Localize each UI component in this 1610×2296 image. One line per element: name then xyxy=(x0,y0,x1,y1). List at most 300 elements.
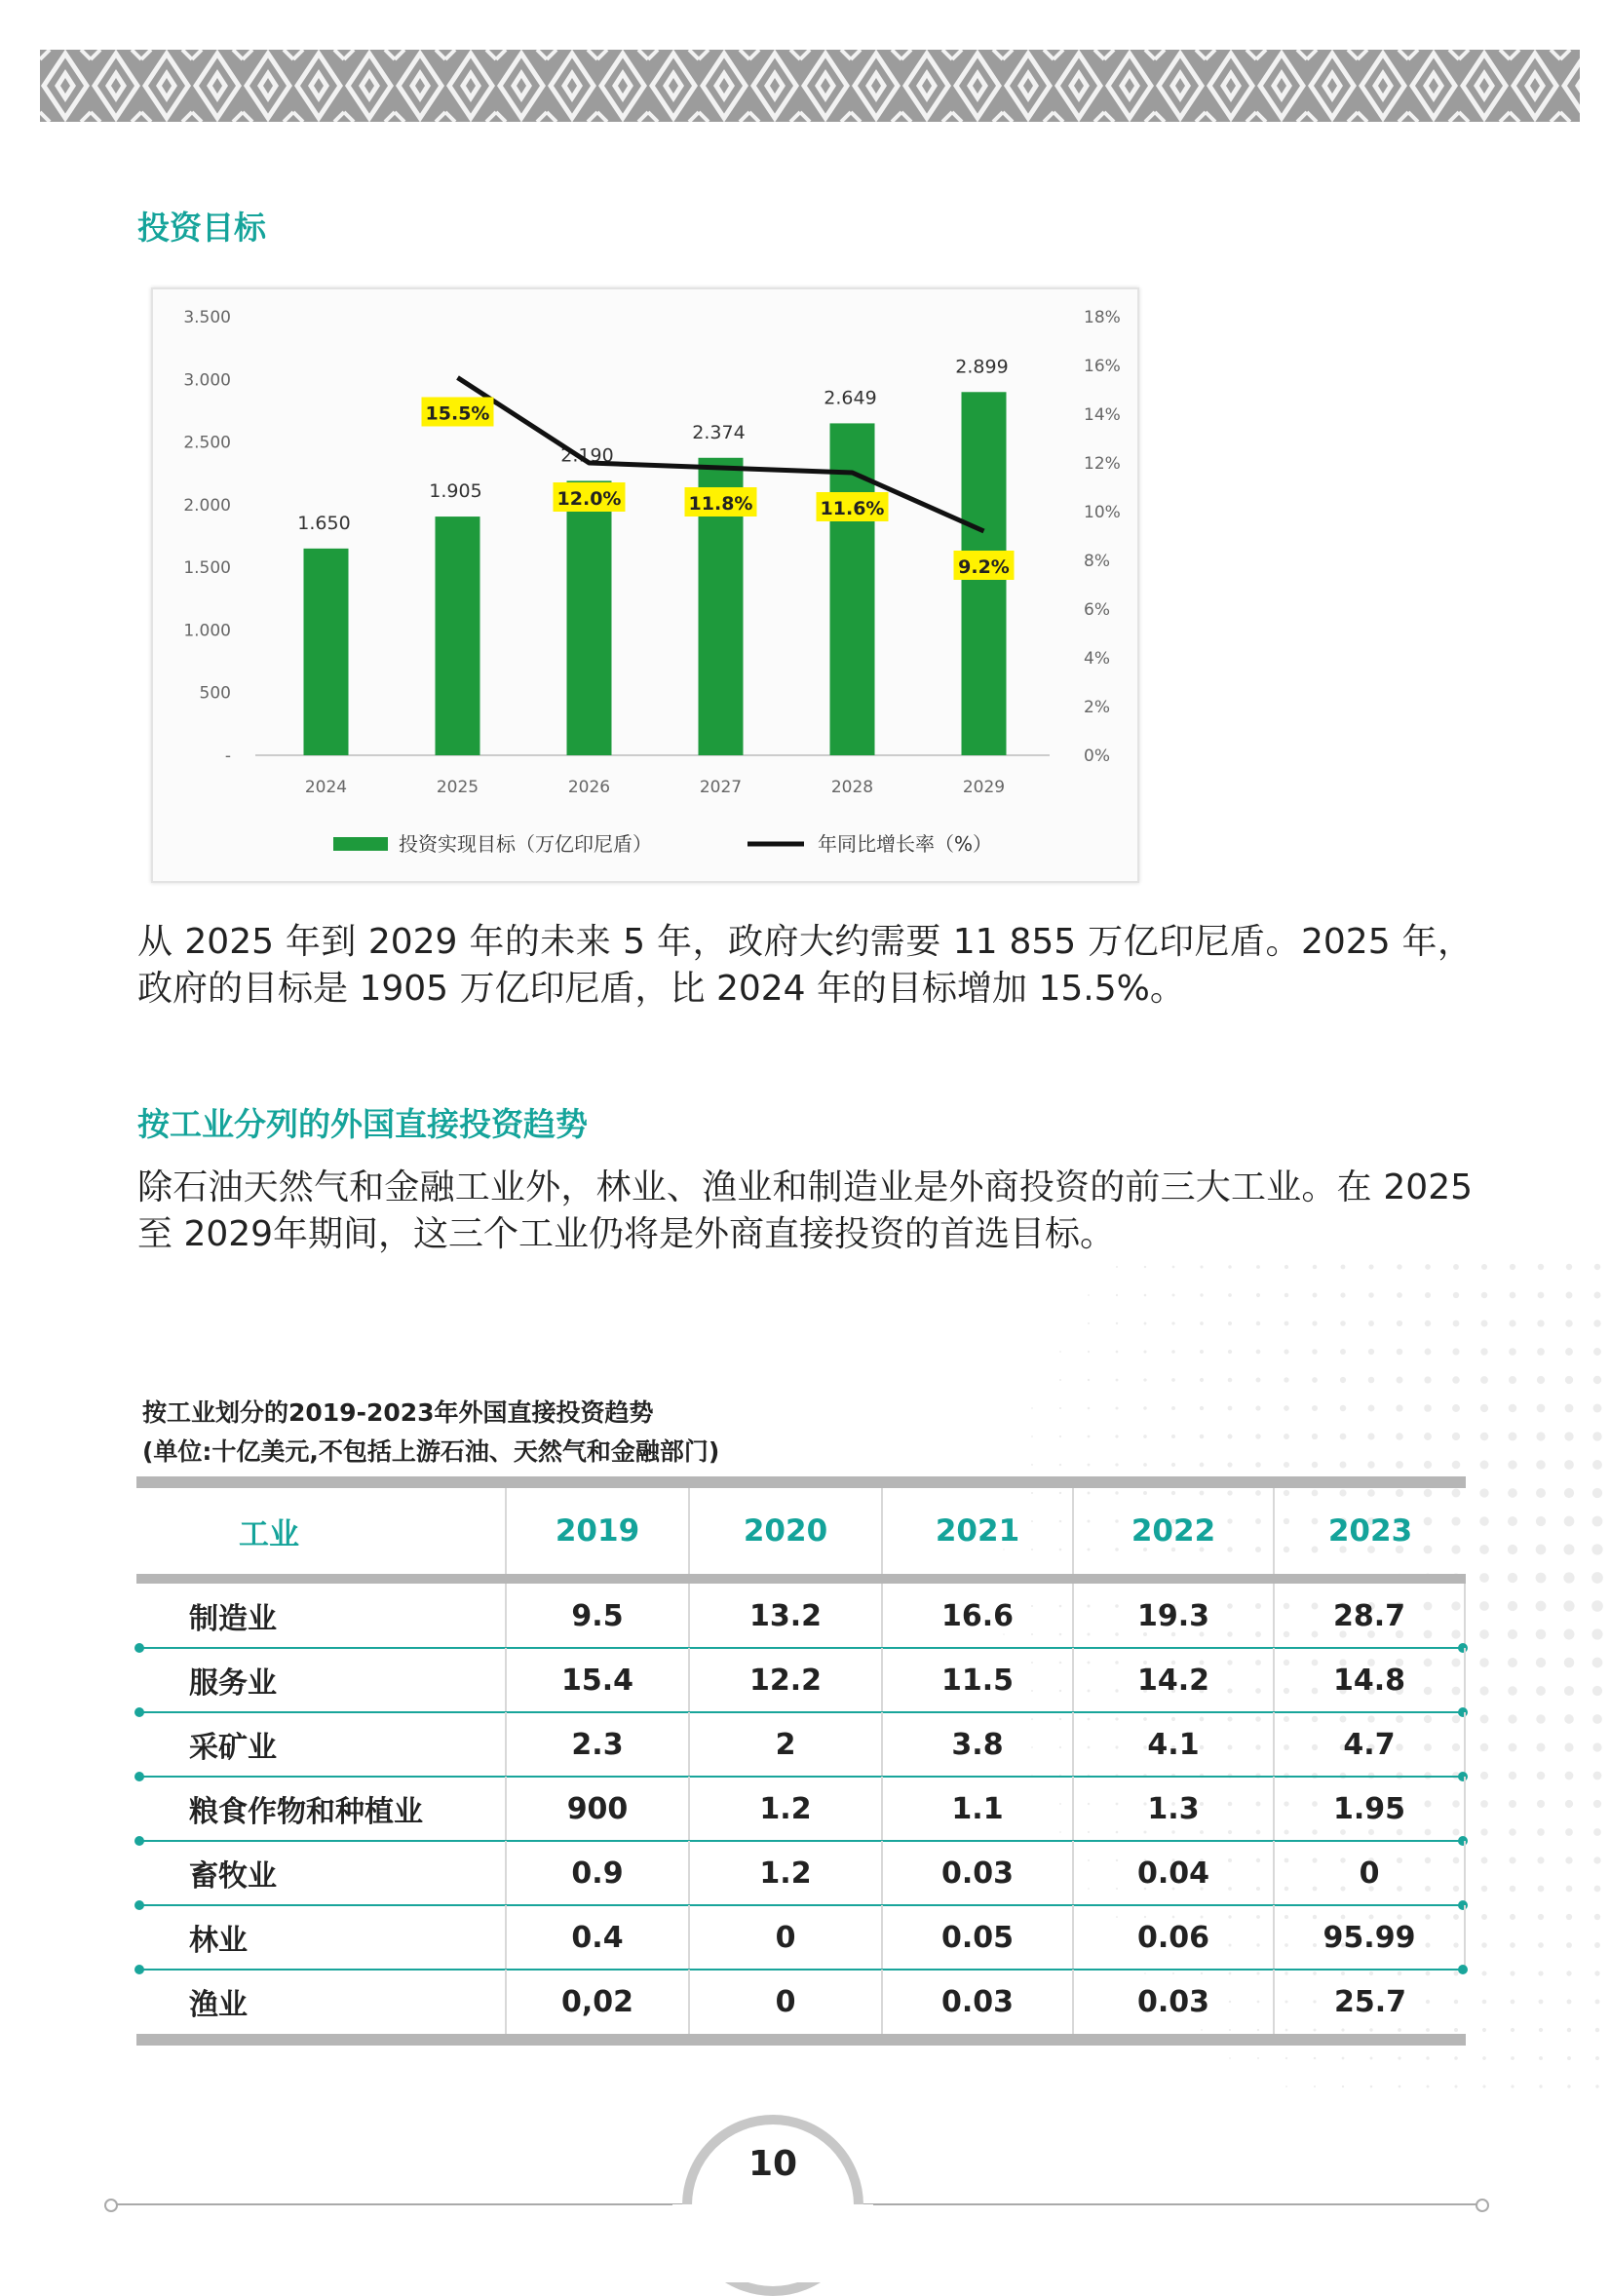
decorative-dot xyxy=(1567,2000,1572,2005)
decorative-dot xyxy=(1511,2000,1515,2005)
decorative-dot xyxy=(1397,1264,1401,1269)
decorative-dot xyxy=(1510,1292,1516,1299)
value-cell: 0.4 xyxy=(507,1905,690,1970)
decorative-dot xyxy=(1536,1714,1545,1723)
growth-rate-label: 12.0% xyxy=(556,488,622,510)
decorative-dot xyxy=(1510,1942,1515,1948)
decorative-dot xyxy=(1399,2086,1401,2088)
table-caption-unit: (单位:十亿美元,不包括上游石油、天然气和金融部门) xyxy=(142,1437,720,1466)
decorative-dot xyxy=(1480,1800,1488,1808)
decorative-dot xyxy=(1563,1600,1574,1611)
value-cell: 14.8 xyxy=(1275,1648,1466,1712)
decorative-dot xyxy=(1088,1435,1091,1438)
decorative-dot xyxy=(1144,1322,1147,1325)
header-2022: 2022 xyxy=(1074,1488,1275,1574)
decorative-dot xyxy=(1538,1264,1544,1270)
x-tick-label: 2025 xyxy=(436,778,479,797)
page-number: 10 xyxy=(748,2144,798,2184)
decorative-dot xyxy=(1481,1857,1488,1864)
decorative-dot xyxy=(1454,2085,1457,2087)
value-cell: 0.04 xyxy=(1074,1841,1275,1905)
decorative-dot xyxy=(1453,1264,1459,1270)
value-cell: 12.2 xyxy=(690,1648,883,1712)
section-heading-fdi-trend: 按工业分列的外国直接投资趋势 xyxy=(137,1105,588,1143)
decorative-dot xyxy=(1481,1914,1487,1920)
decorative-dot xyxy=(1143,1378,1146,1381)
bar-value-label: 2.649 xyxy=(824,387,877,409)
decorative-dot xyxy=(1481,1264,1487,1270)
decorative-dot xyxy=(1537,1376,1545,1384)
decorative-dot xyxy=(1593,1800,1601,1808)
decorative-dot xyxy=(1480,1743,1489,1752)
value-cell: 1.1 xyxy=(883,1777,1074,1841)
decorative-dot xyxy=(1594,1886,1601,1893)
decorative-dot xyxy=(1538,1942,1544,1948)
bar-value-label: 1.905 xyxy=(429,480,482,503)
value-cell: 900 xyxy=(507,1777,690,1841)
decorative-dot xyxy=(1031,1435,1033,1437)
decorative-dot xyxy=(1284,1293,1289,1298)
decorative-dot xyxy=(1565,1348,1573,1356)
x-tick-label: 2028 xyxy=(830,778,874,797)
decorative-dot xyxy=(1284,1265,1288,1269)
decorative-dot xyxy=(1564,1488,1574,1498)
decorative-dot xyxy=(1115,1435,1118,1437)
decorative-dot xyxy=(1479,1488,1488,1497)
decorative-dot xyxy=(1508,1714,1516,1723)
decorative-dot xyxy=(1539,2028,1543,2032)
value-cell: 9.5 xyxy=(507,1584,690,1648)
decorative-dot xyxy=(1508,1460,1516,1469)
decorative-dot xyxy=(1088,1351,1090,1353)
bar-2025 xyxy=(436,517,480,755)
decorative-dot xyxy=(1284,1405,1289,1411)
decorative-dot xyxy=(1312,1434,1318,1439)
value-cell: 4.1 xyxy=(1074,1712,1275,1777)
value-cell: 28.7 xyxy=(1275,1584,1466,1648)
decorative-dot xyxy=(1509,1743,1517,1752)
y-right-tick-label: 18% xyxy=(1084,308,1121,327)
y-right-tick-label: 8% xyxy=(1084,552,1110,571)
y-right-tick-label: 2% xyxy=(1084,698,1110,717)
decorative-dot xyxy=(1536,1573,1547,1584)
decorative-dot xyxy=(1228,1435,1233,1439)
decorative-dot xyxy=(1229,2057,1231,2059)
value-cell: 2 xyxy=(690,1712,883,1777)
decorative-dot xyxy=(1481,1971,1486,1975)
decorative-dot xyxy=(1479,1686,1488,1695)
decorative-dot xyxy=(1508,1545,1517,1554)
decorative-dot xyxy=(1592,1686,1602,1696)
decorative-dot xyxy=(1116,1379,1119,1382)
decorative-dot xyxy=(1536,1432,1545,1440)
decorative-dot xyxy=(1479,1601,1489,1611)
table-row xyxy=(136,1970,1466,2034)
decorative-dot xyxy=(1397,1320,1402,1326)
decorative-dot xyxy=(1059,1435,1061,1437)
decorative-dot xyxy=(1594,1942,1600,1948)
decorative-dot xyxy=(1564,1629,1575,1640)
decorative-dot xyxy=(1536,1460,1546,1470)
decorative-dot xyxy=(1510,1264,1515,1270)
decorative-dot xyxy=(1481,1886,1487,1892)
decorative-dot xyxy=(1396,1404,1402,1411)
decorative-dot xyxy=(1508,1488,1517,1498)
value-cell: 11.5 xyxy=(883,1648,1074,1712)
decorative-dot xyxy=(1424,1404,1432,1412)
legend-bar-swatch xyxy=(333,837,388,851)
decorative-dot xyxy=(1567,2028,1571,2032)
decorative-dot xyxy=(1116,1322,1118,1324)
decorative-dot xyxy=(1425,1349,1432,1356)
decorative-dot xyxy=(1256,1321,1260,1325)
decorative-dot xyxy=(1312,1462,1319,1469)
value-cell: 19.3 xyxy=(1074,1584,1275,1648)
decorative-dot xyxy=(1594,1264,1601,1271)
header-2023: 2023 xyxy=(1327,1513,1413,1549)
decorative-dot xyxy=(1593,1348,1601,1356)
decorative-dot xyxy=(1482,2056,1486,2060)
decorative-dot xyxy=(1537,1800,1545,1808)
decorative-dot xyxy=(1312,1320,1317,1325)
decorative-dot xyxy=(1537,1348,1545,1356)
decorative-dot xyxy=(1509,1348,1516,1356)
decorative-dot xyxy=(1200,1463,1205,1468)
value-cell: 95.99 xyxy=(1275,1905,1466,1970)
decorative-dot xyxy=(1368,1377,1375,1384)
y-left-tick-label: 1.000 xyxy=(183,621,231,641)
decorative-dot xyxy=(1257,2057,1259,2059)
decorative-dot xyxy=(1396,1433,1403,1440)
decorative-dot xyxy=(1508,1686,1517,1696)
decorative-dot xyxy=(1144,1266,1146,1268)
y-right-tick-label: 6% xyxy=(1084,600,1110,620)
value-cell: 0 xyxy=(690,1905,883,1970)
decorative-dot xyxy=(1171,1463,1175,1467)
decorative-dot xyxy=(1313,1293,1318,1298)
decorative-dot xyxy=(1426,2056,1429,2059)
decorative-dot xyxy=(1314,2057,1317,2060)
decorative-dot xyxy=(1088,1379,1090,1381)
decorative-dot xyxy=(1480,1348,1487,1355)
decorative-dot xyxy=(1171,1350,1175,1354)
y-left-tick-label: 3.000 xyxy=(183,370,231,391)
table-row xyxy=(136,1777,1466,1841)
decorative-header-band xyxy=(40,50,1580,122)
decorative-dot xyxy=(1593,1856,1600,1863)
industry-name-cell: 服务业 xyxy=(136,1648,507,1712)
decorative-dot xyxy=(1482,2000,1487,2005)
decorative-dot xyxy=(1508,1516,1517,1526)
y-right-tick-label: 0% xyxy=(1084,746,1110,766)
decorative-dot xyxy=(1424,1376,1431,1383)
decorative-dot xyxy=(1482,2028,1486,2032)
decorative-dot xyxy=(1452,1348,1459,1355)
decorative-dot xyxy=(1228,1406,1233,1411)
decorative-dot xyxy=(1200,1293,1203,1296)
decorative-dot xyxy=(1480,1461,1489,1470)
decorative-dot xyxy=(1593,1828,1601,1836)
decorative-dot xyxy=(1538,1292,1545,1299)
decorative-dot xyxy=(1564,1460,1574,1470)
table-header-row xyxy=(136,1488,1466,1574)
industry-name-cell: 渔业 xyxy=(136,1970,507,2034)
decorative-dot xyxy=(1200,1435,1205,1439)
value-cell: 0.03 xyxy=(883,1841,1074,1905)
decorative-dot xyxy=(1255,1434,1260,1438)
decorative-dot xyxy=(1454,2056,1458,2060)
decorative-dot xyxy=(1341,1265,1346,1270)
value-cell: 16.6 xyxy=(883,1584,1074,1648)
decorative-dot xyxy=(1284,1462,1289,1468)
decorative-dot xyxy=(1508,1629,1517,1639)
decorative-dot xyxy=(1481,1292,1488,1299)
decorative-dot xyxy=(1284,1434,1289,1439)
decorative-dot xyxy=(1255,1405,1260,1410)
decorative-dot xyxy=(1396,1461,1403,1469)
decorative-dot xyxy=(1508,1658,1517,1667)
decorative-dot xyxy=(1284,1321,1289,1326)
table-bottom-rule xyxy=(136,2034,1466,2046)
decorative-dot xyxy=(1538,1886,1545,1893)
decorative-dot xyxy=(1480,1433,1489,1441)
decorative-dot xyxy=(1340,1405,1346,1411)
investment-target-paragraph: 从 2025 年到 2029 年的未来 5 年，政府大约需要 11 855 万亿印尼盾。2025 年，政府的目标是 1905 万亿印尼盾，比 2024 年的目标增加 15.5%。 xyxy=(137,922,1473,1009)
bar-value-label: 2.190 xyxy=(560,444,614,467)
decorative-dot xyxy=(1594,1292,1601,1299)
industry-name-cell: 畜牧业 xyxy=(136,1841,507,1905)
decorative-dot xyxy=(1536,1742,1545,1751)
decorative-dot xyxy=(1536,1601,1547,1612)
decorative-dot xyxy=(1314,2086,1316,2087)
industry-name-cell: 采矿业 xyxy=(136,1712,507,1777)
decorative-dot xyxy=(1425,1320,1432,1327)
value-cell: 0,02 xyxy=(507,1970,690,2034)
decorative-dot xyxy=(1481,1320,1488,1327)
table-top-rule xyxy=(136,1476,1466,1488)
decorative-dot xyxy=(1256,1293,1260,1297)
decorative-dot xyxy=(1479,1545,1489,1554)
decorative-dot xyxy=(1593,1320,1600,1326)
decorative-dot xyxy=(1536,1629,1547,1640)
decorative-dot xyxy=(1228,1265,1231,1268)
value-cell: 0.03 xyxy=(883,1970,1074,2034)
decorative-dot xyxy=(1479,1658,1489,1667)
decorative-dot xyxy=(1284,1349,1288,1354)
decorative-dot xyxy=(1143,1463,1147,1467)
decorative-dot xyxy=(1452,1433,1460,1440)
decorative-dot xyxy=(1367,1461,1374,1468)
y-left-tick-label: 1.500 xyxy=(183,558,231,579)
decorative-dot xyxy=(1592,1460,1602,1470)
decorative-dot xyxy=(1424,1461,1432,1469)
decorative-dot xyxy=(1368,1292,1374,1298)
decorative-dot xyxy=(1565,1404,1574,1413)
decorative-dot xyxy=(1143,1435,1147,1438)
value-cell: 0.03 xyxy=(1074,1970,1275,2034)
decorative-dot xyxy=(1256,1350,1261,1355)
decorative-dot xyxy=(1509,1856,1515,1863)
fdi-trend-paragraph: 除石油天然气和金融工业外，林业、渔业和制造业是外商投资的前三大工业。在 2025 至 2029年期间，这三个工业仍将是外商直接投资的首选目标。 xyxy=(137,1167,1473,1254)
decorative-dot xyxy=(1144,1294,1147,1297)
decorative-dot xyxy=(1088,1322,1090,1324)
decorative-dot xyxy=(1059,1407,1061,1409)
growth-rate-label: 11.8% xyxy=(688,493,753,515)
decorative-dot xyxy=(1256,1265,1260,1269)
decorative-dot xyxy=(1566,1264,1572,1270)
legend-bar-label: 投资实现目标（万亿印尼盾） xyxy=(399,832,652,856)
decorative-dot xyxy=(1088,1407,1091,1410)
value-cell: 0.06 xyxy=(1074,1905,1275,1970)
decorative-dot xyxy=(1479,1629,1489,1639)
decorative-dot xyxy=(1564,1742,1573,1751)
decorative-dot xyxy=(1566,1292,1573,1299)
decorative-dot xyxy=(1480,1715,1489,1724)
decorative-dot xyxy=(1565,1376,1573,1384)
decorative-dot xyxy=(1594,1914,1600,1920)
decorative-dot xyxy=(1510,1914,1515,1920)
decorative-dot xyxy=(1200,1265,1203,1268)
value-cell: 13.2 xyxy=(690,1584,883,1648)
header-2019: 2019 xyxy=(507,1488,690,1574)
decorative-dot xyxy=(1536,1516,1546,1526)
y-right-tick-label: 16% xyxy=(1084,357,1121,376)
decorative-dot xyxy=(1509,1376,1516,1384)
decorative-dot xyxy=(1592,1742,1601,1751)
decorative-dot xyxy=(1591,1544,1602,1554)
decorative-dot xyxy=(1537,1404,1546,1413)
growth-rate-label: 15.5% xyxy=(425,402,490,425)
decorative-dot xyxy=(1480,1828,1487,1835)
x-tick-label: 2026 xyxy=(567,778,611,797)
decorative-dot xyxy=(1200,1406,1204,1410)
section-heading-investment-target: 投资目标 xyxy=(137,209,266,247)
decorative-dot xyxy=(1593,1404,1602,1413)
decorative-dot xyxy=(1059,1351,1061,1353)
decorative-dot xyxy=(1509,1772,1516,1779)
bar-2024 xyxy=(304,549,349,755)
decorative-dot xyxy=(1592,1714,1602,1724)
page-arc-mask xyxy=(672,2204,873,2282)
decorative-dot xyxy=(1563,1544,1574,1554)
decorative-dot xyxy=(1565,1856,1572,1863)
x-tick-label: 2027 xyxy=(699,778,743,797)
value-cell: 1.2 xyxy=(690,1777,883,1841)
x-tick-label: 2024 xyxy=(304,778,348,797)
table-row xyxy=(136,1584,1466,1648)
decorative-dot xyxy=(1340,1292,1345,1297)
decorative-dot xyxy=(1172,1294,1175,1297)
industry-name-cell: 粮食作物和种植业 xyxy=(136,1777,507,1841)
decorative-dot xyxy=(1565,1800,1573,1808)
y-right-tick-label: 10% xyxy=(1084,503,1121,522)
decorative-dot xyxy=(1284,1377,1288,1382)
decorative-dot xyxy=(1537,1856,1544,1863)
decorative-dot xyxy=(1511,2028,1514,2032)
decorative-dot xyxy=(1508,1601,1517,1611)
y-right-tick-label: 14% xyxy=(1084,405,1121,425)
decorative-dot xyxy=(1479,1573,1489,1583)
decorative-dot xyxy=(1566,1971,1571,1975)
decorative-dot xyxy=(1398,2056,1400,2059)
decorative-dot xyxy=(1425,1292,1431,1298)
decorative-dot xyxy=(1592,1488,1602,1498)
decorative-dot xyxy=(1340,1434,1347,1440)
decorative-dot xyxy=(1510,1971,1514,1975)
legend-line-label: 年同比增长率（%） xyxy=(818,832,993,856)
decorative-dot xyxy=(1452,1404,1460,1412)
decorative-dot xyxy=(1595,2085,1598,2087)
decorative-dot xyxy=(1115,1463,1118,1466)
value-cell: 1.2 xyxy=(690,1841,883,1905)
value-cell: 25.7 xyxy=(1333,1984,1407,2019)
decorative-dot xyxy=(1592,1432,1601,1440)
decorative-dot xyxy=(1480,1404,1488,1412)
decorative-dot xyxy=(1593,1772,1602,1780)
decorative-dot xyxy=(1171,1435,1175,1438)
decorative-dot xyxy=(1538,1914,1544,1920)
industry-name-cell: 制造业 xyxy=(136,1584,507,1648)
decorative-dot xyxy=(1564,1658,1575,1668)
decorative-dot xyxy=(1480,1772,1488,1779)
decorative-dot xyxy=(1227,1462,1232,1467)
decorative-dot xyxy=(1088,1464,1091,1467)
decorative-dot xyxy=(1368,1264,1373,1269)
decorative-dot xyxy=(1368,1349,1374,1355)
decorative-dot xyxy=(1143,1406,1146,1409)
decorative-dot xyxy=(1256,1378,1261,1383)
decorative-dot xyxy=(1228,1321,1232,1325)
y-right-tick-label: 12% xyxy=(1084,454,1121,474)
decorative-dot xyxy=(1565,1320,1572,1326)
decorative-dot xyxy=(1566,1942,1572,1948)
y-left-tick-label: 3.500 xyxy=(183,308,231,327)
y-left-tick-label: 2.500 xyxy=(183,433,231,453)
decorative-dot xyxy=(1031,1464,1033,1466)
decorative-dot xyxy=(1059,1379,1061,1381)
header-industry: 工业 xyxy=(136,1488,507,1574)
decorative-dot xyxy=(1228,1350,1232,1354)
decorative-dot xyxy=(1340,1349,1346,1355)
value-cell: 0 xyxy=(690,1970,883,2034)
value-cell: 0.9 xyxy=(507,1841,690,1905)
decorative-dot xyxy=(1340,1320,1346,1326)
decorative-dot xyxy=(1595,2000,1600,2005)
decorative-dot xyxy=(1594,1971,1599,1975)
decorative-dot xyxy=(1479,1516,1489,1526)
decorative-dot xyxy=(1566,1914,1572,1920)
decorative-dot xyxy=(1116,1351,1119,1354)
industry-name-cell: 林业 xyxy=(136,1905,507,1970)
decorative-dot xyxy=(1537,1772,1546,1780)
y-left-tick-label: - xyxy=(224,746,231,766)
decorative-dot xyxy=(1482,2085,1485,2087)
decorative-dot xyxy=(1312,1377,1318,1383)
decorative-dot xyxy=(1509,1433,1517,1441)
decorative-dot xyxy=(1452,1461,1461,1470)
decorative-dot xyxy=(1591,1600,1603,1612)
table-row xyxy=(136,1841,1466,1905)
decorative-dot xyxy=(1592,1658,1603,1668)
decorative-dot xyxy=(1342,2057,1345,2060)
decorative-dot xyxy=(1285,2057,1287,2059)
bar-value-label: 2.374 xyxy=(692,421,746,443)
decorative-dot xyxy=(1424,1433,1432,1440)
decorative-dot xyxy=(1509,1828,1516,1836)
growth-rate-label: 11.6% xyxy=(820,498,885,519)
decorative-dot xyxy=(1539,2056,1543,2060)
decorative-dot xyxy=(1508,1573,1517,1583)
